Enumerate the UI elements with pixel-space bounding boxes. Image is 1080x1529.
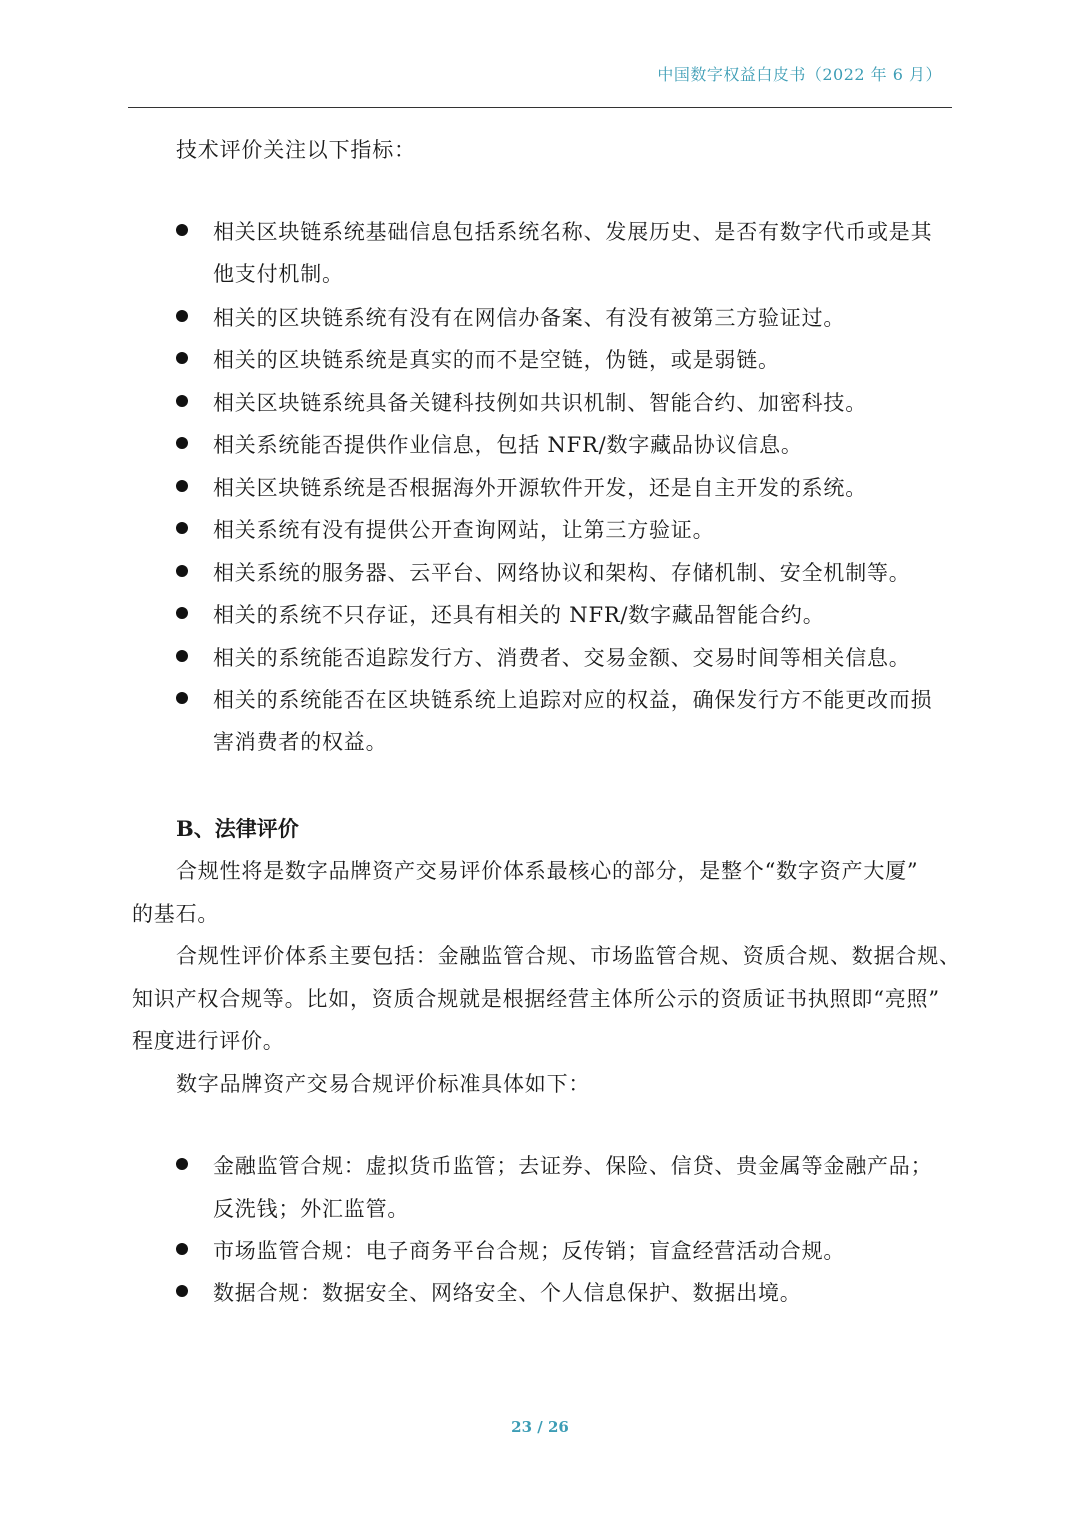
page-number: 23 / 26: [511, 1418, 569, 1436]
list-item-continuation: 害消费者的权益。: [213, 730, 388, 754]
paragraph-continuation: 知识产权合规等。比如，资质合规就是根据经营主体所公示的资质证书执照即“亮照”: [132, 987, 940, 1011]
section-heading: B、法律评价: [176, 816, 299, 841]
header-divider: [128, 107, 952, 108]
paragraph-continuation: 程度进行评价。: [132, 1029, 285, 1053]
bullet-icon: [176, 437, 188, 449]
list-item-continuation: 他支付机制。: [213, 262, 344, 286]
bullet-icon: [176, 1158, 188, 1170]
header-title: 中国数字权益白皮书（2022 年 6 月）: [657, 65, 942, 84]
list-item: 相关的系统不只存证，还具有相关的 NFR/数字藏品智能合约。: [213, 603, 825, 627]
list-item: 相关区块链系统是否根据海外开源软件开发，还是自主开发的系统。: [213, 476, 867, 500]
list-item: 相关区块链系统具备关键科技例如共识机制、智能合约、加密科技。: [213, 391, 867, 415]
tech-intro: 技术评价关注以下指标：: [176, 138, 416, 162]
list-item: 市场监管合规：电子商务平台合规；反传销；盲盒经营活动合规。: [213, 1239, 846, 1263]
bullet-icon: [176, 565, 188, 577]
list-item: 金融监管合规：虚拟货币监管；去证券、保险、信贷、贵金属等金融产品；: [213, 1154, 933, 1178]
paragraph: 数字品牌资产交易合规评价标准具体如下：: [176, 1072, 591, 1096]
bullet-icon: [176, 607, 188, 619]
bullet-icon: [176, 352, 188, 364]
list-item: 相关的系统能否追踪发行方、消费者、交易金额、交易时间等相关信息。: [213, 646, 911, 670]
list-item: 相关的区块链系统有没有在网信办备案、有没有被第三方验证过。: [213, 306, 846, 330]
bullet-icon: [176, 395, 188, 407]
bullet-icon: [176, 650, 188, 662]
bullet-icon: [176, 480, 188, 492]
list-item: 相关的区块链系统是真实的而不是空链，伪链，或是弱链。: [213, 348, 780, 372]
bullet-icon: [176, 1243, 188, 1255]
bullet-icon: [176, 310, 188, 322]
list-item: 相关系统能否提供作业信息，包括 NFR/数字藏品协议信息。: [213, 433, 803, 457]
list-item: 相关区块链系统基础信息包括系统名称、发展历史、是否有数字代币或是其: [213, 220, 933, 244]
bullet-icon: [176, 224, 188, 236]
bullet-icon: [176, 692, 188, 704]
bullet-icon: [176, 1285, 188, 1297]
list-item: 相关系统有没有提供公开查询网站，让第三方验证。: [213, 518, 715, 542]
paragraph-continuation: 的基石。: [132, 902, 220, 926]
bullet-icon: [176, 522, 188, 534]
paragraph: 合规性评价体系主要包括：金融监管合规、市场监管合规、资质合规、数据合规、: [176, 944, 961, 968]
list-item-continuation: 反洗钱；外汇监管。: [213, 1197, 410, 1221]
list-item: 相关系统的服务器、云平台、网络协议和架构、存储机制、安全机制等。: [213, 561, 911, 585]
list-item: 相关的系统能否在区块链系统上追踪对应的权益，确保发行方不能更改而损: [213, 688, 933, 712]
paragraph: 合规性将是数字品牌资产交易评价体系最核心的部分，是整个“数字资产大厦”: [176, 859, 919, 883]
list-item: 数据合规：数据安全、网络安全、个人信息保护、数据出境。: [213, 1281, 802, 1305]
